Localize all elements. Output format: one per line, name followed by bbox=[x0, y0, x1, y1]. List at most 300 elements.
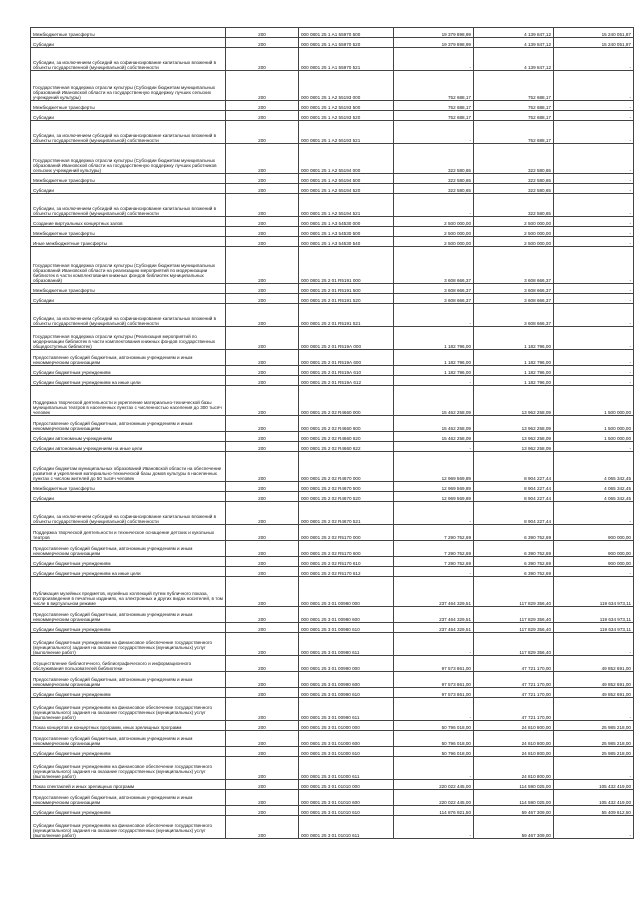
approved-amount-cell: 220 022 445,00 bbox=[394, 780, 474, 790]
expense-name-cell: Поддержка творческой деятельности и техническое оснащение детских и кукольных театров bbox=[31, 525, 226, 541]
unexecuted-amount-cell: 49 852 691,00 bbox=[554, 688, 634, 698]
budget-classification-code-cell: 000 0801 25 1 А2 55193 520 bbox=[299, 111, 394, 121]
table-row bbox=[31, 101, 634, 111]
approved-amount-cell: 2 500 000,00 bbox=[394, 217, 474, 227]
unexecuted-amount-cell: 119 634 973,11 bbox=[554, 623, 634, 633]
table-row bbox=[31, 502, 634, 525]
unexecuted-amount-cell: - bbox=[554, 698, 634, 721]
budget-classification-code-cell: 000 0801 25 2 02 R5170 610 bbox=[299, 557, 394, 567]
budget-classification-code-cell: 000 0801 25 3 01 00980 611 bbox=[299, 633, 394, 656]
executed-amount-cell: 6 390 752,69 bbox=[474, 525, 554, 541]
line-code-cell: 200 bbox=[226, 557, 299, 567]
unexecuted-amount-cell: 105 432 419,00 bbox=[554, 780, 634, 790]
expense-name-cell: Субсидии бюджетным учреждениям bbox=[31, 688, 226, 698]
unexecuted-amount-cell: 25 985 218,00 bbox=[554, 747, 634, 757]
table-row bbox=[31, 28, 634, 38]
executed-amount-cell: 2 500 000,00 bbox=[474, 237, 554, 247]
budget-classification-code-cell: 000 0801 25 1 А1 55970 520 bbox=[299, 38, 394, 48]
executed-amount-cell: 24 810 800,00 bbox=[474, 721, 554, 731]
table-row bbox=[31, 366, 634, 376]
expense-name-cell: Межбюджетные трансферты bbox=[31, 227, 226, 237]
unexecuted-amount-cell: - bbox=[554, 144, 634, 174]
executed-amount-cell: 1 182 796,00 bbox=[474, 366, 554, 376]
approved-amount-cell: 2 500 000,00 bbox=[394, 237, 474, 247]
approved-amount-cell: 50 796 018,00 bbox=[394, 721, 474, 731]
unexecuted-amount-cell: - bbox=[554, 237, 634, 247]
expense-name-cell: Субсидии, за исключением субсидий на софинансирование капитальных вложений в объекты государственной (муниципальной) собственности bbox=[31, 121, 226, 144]
unexecuted-amount-cell: - bbox=[554, 217, 634, 227]
approved-amount-cell: 50 796 018,00 bbox=[394, 747, 474, 757]
expense-name-cell: Межбюджетные трансферты bbox=[31, 284, 226, 294]
expense-name-cell: Государственная поддержка отрасли культуры (Субсидии бюджетам муниципальных образований Ивановской области на государственную поддержку лучших работников сельских учреждений культуры) bbox=[31, 144, 226, 174]
expense-name-cell: Предоставление субсидий бюджетным, автономным учреждениям и иным некоммерческим организациям bbox=[31, 672, 226, 688]
approved-amount-cell: 322 580,65 bbox=[394, 184, 474, 194]
unexecuted-amount-cell: - bbox=[554, 327, 634, 350]
line-code-cell: 200 bbox=[226, 525, 299, 541]
table-row bbox=[31, 577, 634, 607]
budget-classification-code-cell: 000 0801 25 3 01 01000 600 bbox=[299, 731, 394, 747]
executed-amount-cell: 4 139 847,12 bbox=[474, 28, 554, 38]
expense-name-cell: Субсидии bbox=[31, 38, 226, 48]
budget-classification-code-cell: 000 0801 25 1 А1 55970 521 bbox=[299, 48, 394, 71]
expense-name-cell: Субсидии bbox=[31, 294, 226, 304]
line-code-cell: 200 bbox=[226, 304, 299, 327]
unexecuted-amount-cell: - bbox=[554, 757, 634, 780]
approved-amount-cell: - bbox=[394, 194, 474, 217]
budget-classification-code-cell: 000 0801 25 2 02 R4670 521 bbox=[299, 502, 394, 525]
unexecuted-amount-cell: - bbox=[554, 350, 634, 366]
unexecuted-amount-cell: - bbox=[554, 816, 634, 839]
budget-classification-code-cell: 000 0801 25 2 01 R519А 600 bbox=[299, 350, 394, 366]
approved-amount-cell: - bbox=[394, 376, 474, 386]
executed-amount-cell: 114 590 025,00 bbox=[474, 780, 554, 790]
table-row bbox=[31, 688, 634, 698]
unexecuted-amount-cell: - bbox=[554, 304, 634, 327]
budget-classification-code-cell: 000 0801 25 1 А2 55194 500 bbox=[299, 174, 394, 184]
table-row bbox=[31, 806, 634, 816]
budget-classification-code-cell: 000 0801 25 3 01 00990 000 bbox=[299, 656, 394, 672]
unexecuted-amount-cell: - bbox=[554, 284, 634, 294]
unexecuted-amount-cell: 4 065 342,45 bbox=[554, 482, 634, 492]
table-row bbox=[31, 184, 634, 194]
unexecuted-amount-cell: 25 985 218,00 bbox=[554, 731, 634, 747]
line-code-cell: 200 bbox=[226, 38, 299, 48]
budget-classification-code-cell: 000 0801 25 2 02 R5170 600 bbox=[299, 541, 394, 557]
executed-amount-cell: 322 580,65 bbox=[474, 194, 554, 217]
table-row bbox=[31, 541, 634, 557]
approved-amount-cell: - bbox=[394, 633, 474, 656]
executed-amount-cell: 1 182 796,00 bbox=[474, 376, 554, 386]
line-code-cell: 200 bbox=[226, 656, 299, 672]
table-row bbox=[31, 237, 634, 247]
unexecuted-amount-cell: 49 852 691,00 bbox=[554, 656, 634, 672]
budget-classification-code-cell: 000 0801 25 1 А3 54530 540 bbox=[299, 237, 394, 247]
line-code-cell: 200 bbox=[226, 350, 299, 366]
unexecuted-amount-cell: 1 500 000,00 bbox=[554, 416, 634, 432]
table-row bbox=[31, 327, 634, 350]
expense-name-cell: Субсидии бюджетным учреждениям на финансовое обеспечение государственного (муниципального) задания на оказание государственных (муниципальных) услуг (выполнение работ) bbox=[31, 698, 226, 721]
expense-name-cell: Субсидии bbox=[31, 492, 226, 502]
unexecuted-amount-cell: - bbox=[554, 366, 634, 376]
table-row bbox=[31, 731, 634, 747]
expense-name-cell: Иные межбюджетные трансферты bbox=[31, 237, 226, 247]
budget-classification-code-cell: 000 0801 25 2 01 R519А 000 bbox=[299, 327, 394, 350]
budget-classification-code-cell: 000 0801 25 1 А2 55193 000 bbox=[299, 71, 394, 101]
budget-classification-code-cell: 000 0801 25 2 02 R5170 612 bbox=[299, 567, 394, 577]
line-code-cell: 200 bbox=[226, 806, 299, 816]
unexecuted-amount-cell: 119 634 973,11 bbox=[554, 577, 634, 607]
table-row bbox=[31, 38, 634, 48]
executed-amount-cell: 6 390 752,69 bbox=[474, 557, 554, 567]
executed-amount-cell: 752 688,17 bbox=[474, 101, 554, 111]
line-code-cell: 200 bbox=[226, 386, 299, 416]
approved-amount-cell: - bbox=[394, 304, 474, 327]
table-row bbox=[31, 757, 634, 780]
line-code-cell: 200 bbox=[226, 327, 299, 350]
approved-amount-cell: 237 464 329,51 bbox=[394, 577, 474, 607]
unexecuted-amount-cell: - bbox=[554, 121, 634, 144]
executed-amount-cell: 3 608 666,37 bbox=[474, 284, 554, 294]
expense-name-cell: Предоставление субсидий бюджетным, автономным учреждениям и иным некоммерческим организациям bbox=[31, 541, 226, 557]
approved-amount-cell: - bbox=[394, 698, 474, 721]
unexecuted-amount-cell: 15 240 051,87 bbox=[554, 38, 634, 48]
unexecuted-amount-cell: - bbox=[554, 502, 634, 525]
expense-name-cell: Субсидии бюджетным учреждениям bbox=[31, 623, 226, 633]
table-row bbox=[31, 452, 634, 482]
expense-name-cell: Субсидии бюджетам муниципальных образований Ивановской области на обеспечение развития и укрепления материально-технической базы домов культуры в населенных пунктах с числом жителей до 50 тысяч человек bbox=[31, 452, 226, 482]
expense-name-cell: Осуществление библиотечного, библиографического и информационного обслуживания пользователей библиотеки bbox=[31, 656, 226, 672]
approved-amount-cell: 12 969 569,89 bbox=[394, 452, 474, 482]
executed-amount-cell: 8 904 227,44 bbox=[474, 492, 554, 502]
executed-amount-cell: 47 721 170,00 bbox=[474, 688, 554, 698]
expense-name-cell: Субсидии автономным учреждениям bbox=[31, 432, 226, 442]
line-code-cell: 200 bbox=[226, 688, 299, 698]
line-code-cell: 200 bbox=[226, 541, 299, 557]
budget-classification-code-cell: 000 0801 25 3 01 01000 611 bbox=[299, 757, 394, 780]
executed-amount-cell: 13 962 258,09 bbox=[474, 442, 554, 452]
unexecuted-amount-cell: - bbox=[554, 442, 634, 452]
line-code-cell: 200 bbox=[226, 144, 299, 174]
unexecuted-amount-cell: 4 065 342,45 bbox=[554, 452, 634, 482]
budget-classification-code-cell: 000 0801 25 1 А3 54530 000 bbox=[299, 217, 394, 227]
approved-amount-cell: - bbox=[394, 757, 474, 780]
budget-classification-code-cell: 000 0801 25 3 01 01000 000 bbox=[299, 721, 394, 731]
line-code-cell: 200 bbox=[226, 442, 299, 452]
executed-amount-cell: 8 904 227,44 bbox=[474, 482, 554, 492]
line-code-cell: 200 bbox=[226, 247, 299, 284]
budget-classification-code-cell: 000 0801 25 3 01 01010 610 bbox=[299, 806, 394, 816]
unexecuted-amount-cell: 15 240 051,87 bbox=[554, 28, 634, 38]
expense-name-cell: Предоставление субсидий бюджетным, автономным учреждениям и иным некоммерческим организациям bbox=[31, 790, 226, 806]
executed-amount-cell: 117 829 356,40 bbox=[474, 577, 554, 607]
unexecuted-amount-cell: 4 065 342,45 bbox=[554, 492, 634, 502]
budget-classification-code-cell: 000 0801 25 3 01 00980 600 bbox=[299, 607, 394, 623]
executed-amount-cell: 24 810 800,00 bbox=[474, 731, 554, 747]
expense-name-cell: Субсидии бюджетным учреждениям bbox=[31, 557, 226, 567]
unexecuted-amount-cell: 119 634 973,11 bbox=[554, 607, 634, 623]
expense-name-cell: Межбюджетные трансферты bbox=[31, 482, 226, 492]
line-code-cell: 200 bbox=[226, 790, 299, 806]
budget-classification-code-cell: 000 0801 25 1 А2 55194 000 bbox=[299, 144, 394, 174]
table-row bbox=[31, 557, 634, 567]
table-row bbox=[31, 698, 634, 721]
executed-amount-cell: 322 580,65 bbox=[474, 144, 554, 174]
budget-classification-code-cell: 000 0801 25 1 А2 55193 500 bbox=[299, 101, 394, 111]
expense-name-cell: Субсидии бюджетным учреждениям bbox=[31, 747, 226, 757]
budget-classification-code-cell: 000 0801 25 2 01 R5191 000 bbox=[299, 247, 394, 284]
line-code-cell: 200 bbox=[226, 452, 299, 482]
approved-amount-cell: 114 876 921,50 bbox=[394, 806, 474, 816]
line-code-cell: 200 bbox=[226, 174, 299, 184]
budget-classification-code-cell: 000 0801 25 3 01 00990 610 bbox=[299, 688, 394, 698]
approved-amount-cell: 3 608 666,37 bbox=[394, 284, 474, 294]
expense-name-cell: Субсидии, за исключением субсидий на софинансирование капитальных вложений в объекты государственной (муниципальной) собственности bbox=[31, 194, 226, 217]
line-code-cell: 200 bbox=[226, 502, 299, 525]
approved-amount-cell: 12 969 569,89 bbox=[394, 482, 474, 492]
approved-amount-cell: - bbox=[394, 48, 474, 71]
expense-name-cell: Публикация музейных предметов, музейных коллекций путем публичного показа, воспроизведения в печатных изданиях, на электронных и других видах носителей, в том числе в виртуальном режиме bbox=[31, 577, 226, 607]
expense-name-cell: Государственная поддержка отрасли культуры (Субсидии бюджетам муниципальных образований Ивановской области на государственную поддержку лучших сельских учреждений культуры) bbox=[31, 71, 226, 101]
budget-expenditure-table bbox=[30, 27, 634, 839]
approved-amount-cell: 97 573 861,00 bbox=[394, 688, 474, 698]
executed-amount-cell: 752 688,17 bbox=[474, 71, 554, 101]
unexecuted-amount-cell: 55 409 612,50 bbox=[554, 806, 634, 816]
line-code-cell: 200 bbox=[226, 633, 299, 656]
executed-amount-cell: 6 390 752,69 bbox=[474, 567, 554, 577]
budget-classification-code-cell: 000 0801 25 3 01 01010 600 bbox=[299, 790, 394, 806]
approved-amount-cell: - bbox=[394, 567, 474, 577]
table-row bbox=[31, 633, 634, 656]
table-row bbox=[31, 247, 634, 284]
expense-name-cell: Показ концертов и концертных программ, иных зрелищных программ bbox=[31, 721, 226, 731]
approved-amount-cell: - bbox=[394, 121, 474, 144]
approved-amount-cell: 97 573 861,00 bbox=[394, 672, 474, 688]
line-code-cell: 200 bbox=[226, 111, 299, 121]
expense-name-cell: Субсидии bbox=[31, 111, 226, 121]
table-row bbox=[31, 607, 634, 623]
budget-classification-code-cell: 000 0801 25 2 02 R4670 500 bbox=[299, 482, 394, 492]
budget-classification-code-cell: 000 0801 25 1 А1 55970 500 bbox=[299, 28, 394, 38]
expense-name-cell: Межбюджетные трансферты bbox=[31, 174, 226, 184]
table-row bbox=[31, 721, 634, 731]
approved-amount-cell: 3 608 666,37 bbox=[394, 247, 474, 284]
unexecuted-amount-cell: 105 432 419,00 bbox=[554, 790, 634, 806]
expense-name-cell: Предоставление субсидий бюджетным, автономным учреждениям и иным некоммерческим организациям bbox=[31, 607, 226, 623]
expense-name-cell: Субсидии бюджетным учреждениям bbox=[31, 806, 226, 816]
line-code-cell: 200 bbox=[226, 376, 299, 386]
table-row bbox=[31, 656, 634, 672]
executed-amount-cell: 2 500 000,00 bbox=[474, 227, 554, 237]
table-row bbox=[31, 567, 634, 577]
line-code-cell: 200 bbox=[226, 284, 299, 294]
line-code-cell: 200 bbox=[226, 28, 299, 38]
budget-classification-code-cell: 000 0801 25 2 02 R4660 622 bbox=[299, 442, 394, 452]
table-row bbox=[31, 747, 634, 757]
unexecuted-amount-cell: 1 500 000,00 bbox=[554, 432, 634, 442]
expense-name-cell: Предоставление субсидий бюджетным, автономным учреждениям и иным некоммерческим организациям bbox=[31, 731, 226, 747]
budget-classification-code-cell: 000 0801 25 2 02 R4660 600 bbox=[299, 416, 394, 432]
approved-amount-cell: 15 462 258,09 bbox=[394, 432, 474, 442]
unexecuted-amount-cell: - bbox=[554, 633, 634, 656]
budget-classification-code-cell: 000 0801 25 3 01 01010 611 bbox=[299, 816, 394, 839]
line-code-cell: 200 bbox=[226, 816, 299, 839]
expense-name-cell: Предоставление субсидий бюджетным, автономным учреждениям и иным некоммерческим организациям bbox=[31, 416, 226, 432]
executed-amount-cell: 24 810 800,00 bbox=[474, 747, 554, 757]
unexecuted-amount-cell: - bbox=[554, 194, 634, 217]
executed-amount-cell: 322 580,65 bbox=[474, 184, 554, 194]
budget-table-body bbox=[31, 28, 634, 839]
unexecuted-amount-cell: - bbox=[554, 71, 634, 101]
line-code-cell: 200 bbox=[226, 48, 299, 71]
expense-name-cell: Субсидии, за исключением субсидий на софинансирование капитальных вложений в объекты государственной (муниципальной) собственности bbox=[31, 304, 226, 327]
budget-classification-code-cell: 000 0801 25 1 А2 55194 520 bbox=[299, 184, 394, 194]
executed-amount-cell: 8 904 227,44 bbox=[474, 502, 554, 525]
line-code-cell: 200 bbox=[226, 482, 299, 492]
budget-classification-code-cell: 000 0801 25 2 01 R519А 612 bbox=[299, 376, 394, 386]
unexecuted-amount-cell: - bbox=[554, 174, 634, 184]
executed-amount-cell: 47 721 170,00 bbox=[474, 672, 554, 688]
executed-amount-cell: 752 688,17 bbox=[474, 121, 554, 144]
table-row bbox=[31, 227, 634, 237]
table-row bbox=[31, 294, 634, 304]
table-row bbox=[31, 623, 634, 633]
executed-amount-cell: 117 829 356,40 bbox=[474, 623, 554, 633]
expense-name-cell: Субсидии, за исключением субсидий на софинансирование капитальных вложений в объекты государственной (муниципальной) собственности bbox=[31, 502, 226, 525]
approved-amount-cell: 15 462 258,09 bbox=[394, 416, 474, 432]
unexecuted-amount-cell: - bbox=[554, 48, 634, 71]
budget-classification-code-cell: 000 0801 25 1 А3 54530 500 bbox=[299, 227, 394, 237]
approved-amount-cell: - bbox=[394, 502, 474, 525]
budget-classification-code-cell: 000 0801 25 3 01 00980 610 bbox=[299, 623, 394, 633]
table-row bbox=[31, 71, 634, 101]
approved-amount-cell: 97 573 861,00 bbox=[394, 656, 474, 672]
line-code-cell: 200 bbox=[226, 121, 299, 144]
budget-classification-code-cell: 000 0801 25 3 01 00980 000 bbox=[299, 577, 394, 607]
executed-amount-cell: 47 721 170,00 bbox=[474, 656, 554, 672]
expense-name-cell: Субсидии бюджетным учреждениям на финансовое обеспечение государственного (муниципального) задания на оказание государственных (муниципальных) услуг (выполнение работ) bbox=[31, 816, 226, 839]
line-code-cell: 200 bbox=[226, 623, 299, 633]
budget-classification-code-cell: 000 0801 25 2 02 R4660 620 bbox=[299, 432, 394, 442]
table-row bbox=[31, 482, 634, 492]
line-code-cell: 200 bbox=[226, 672, 299, 688]
approved-amount-cell: 7 290 752,69 bbox=[394, 557, 474, 567]
expense-name-cell: Межбюджетные трансферты bbox=[31, 28, 226, 38]
line-code-cell: 200 bbox=[226, 184, 299, 194]
unexecuted-amount-cell: - bbox=[554, 184, 634, 194]
table-row bbox=[31, 174, 634, 184]
budget-classification-code-cell: 000 0801 25 3 01 01010 000 bbox=[299, 780, 394, 790]
unexecuted-amount-cell: 25 985 218,00 bbox=[554, 721, 634, 731]
table-row bbox=[31, 111, 634, 121]
executed-amount-cell: 13 962 258,09 bbox=[474, 432, 554, 442]
executed-amount-cell: 752 688,17 bbox=[474, 111, 554, 121]
approved-amount-cell: 752 688,17 bbox=[394, 71, 474, 101]
approved-amount-cell: 1 182 796,00 bbox=[394, 327, 474, 350]
approved-amount-cell: 19 379 898,99 bbox=[394, 38, 474, 48]
expense-name-cell: Субсидии bbox=[31, 184, 226, 194]
line-code-cell: 200 bbox=[226, 217, 299, 227]
table-row bbox=[31, 416, 634, 432]
expense-name-cell: Субсидии бюджетным учреждениям на финансовое обеспечение государственного (муниципального) задания на оказание государственных (муниципальных) услуг (выполнение работ) bbox=[31, 633, 226, 656]
approved-amount-cell: 50 796 018,00 bbox=[394, 731, 474, 747]
budget-classification-code-cell: 000 0801 25 2 01 R5191 500 bbox=[299, 284, 394, 294]
approved-amount-cell: 322 580,65 bbox=[394, 174, 474, 184]
approved-amount-cell: 237 464 329,51 bbox=[394, 607, 474, 623]
executed-amount-cell: 24 810 800,00 bbox=[474, 757, 554, 780]
approved-amount-cell: 220 022 445,00 bbox=[394, 790, 474, 806]
line-code-cell: 200 bbox=[226, 227, 299, 237]
executed-amount-cell: 117 829 356,40 bbox=[474, 633, 554, 656]
budget-classification-code-cell: 000 0801 25 2 01 R519А 610 bbox=[299, 366, 394, 376]
approved-amount-cell: 1 182 796,00 bbox=[394, 350, 474, 366]
executed-amount-cell: 114 590 025,00 bbox=[474, 790, 554, 806]
budget-classification-code-cell: 000 0801 25 2 01 R5191 520 bbox=[299, 294, 394, 304]
expense-name-cell: Субсидии автономным учреждениям на иные цели bbox=[31, 442, 226, 452]
line-code-cell: 200 bbox=[226, 432, 299, 442]
table-row bbox=[31, 432, 634, 442]
budget-classification-code-cell: 000 0801 25 1 А2 55194 521 bbox=[299, 194, 394, 217]
budget-classification-code-cell: 000 0801 25 2 02 R4660 000 bbox=[299, 386, 394, 416]
unexecuted-amount-cell: 49 852 691,00 bbox=[554, 672, 634, 688]
budget-classification-code-cell: 000 0801 25 3 01 00990 600 bbox=[299, 672, 394, 688]
approved-amount-cell: 7 290 752,69 bbox=[394, 541, 474, 557]
budget-classification-code-cell: 000 0801 25 3 01 01000 610 bbox=[299, 747, 394, 757]
line-code-cell: 200 bbox=[226, 294, 299, 304]
unexecuted-amount-cell: - bbox=[554, 247, 634, 284]
line-code-cell: 200 bbox=[226, 577, 299, 607]
approved-amount-cell: 15 462 258,09 bbox=[394, 386, 474, 416]
unexecuted-amount-cell: 900 000,00 bbox=[554, 557, 634, 567]
executed-amount-cell: 59 467 309,00 bbox=[474, 806, 554, 816]
line-code-cell: 200 bbox=[226, 101, 299, 111]
expense-name-cell: Субсидии, за исключением субсидий на софинансирование капитальных вложений в объекты государственной (муниципальной) собственности bbox=[31, 48, 226, 71]
line-code-cell: 200 bbox=[226, 780, 299, 790]
budget-classification-code-cell: 000 0801 25 1 А2 55193 521 bbox=[299, 121, 394, 144]
line-code-cell: 200 bbox=[226, 607, 299, 623]
approved-amount-cell: - bbox=[394, 816, 474, 839]
executed-amount-cell: 13 962 258,09 bbox=[474, 416, 554, 432]
approved-amount-cell: 7 290 752,69 bbox=[394, 525, 474, 541]
table-row bbox=[31, 194, 634, 217]
table-row bbox=[31, 376, 634, 386]
expense-name-cell: Субсидии бюджетным учреждениям на иные цели bbox=[31, 567, 226, 577]
table-row bbox=[31, 48, 634, 71]
table-row bbox=[31, 525, 634, 541]
budget-classification-code-cell: 000 0801 25 2 01 R5191 521 bbox=[299, 304, 394, 327]
expense-name-cell: Межбюджетные трансферты bbox=[31, 101, 226, 111]
line-code-cell: 200 bbox=[226, 194, 299, 217]
executed-amount-cell: 3 608 666,37 bbox=[474, 247, 554, 284]
executed-amount-cell: 1 182 796,00 bbox=[474, 350, 554, 366]
line-code-cell: 200 bbox=[226, 492, 299, 502]
expense-name-cell: Субсидии бюджетным учреждениям на иные цели bbox=[31, 376, 226, 386]
approved-amount-cell: 1 182 796,00 bbox=[394, 366, 474, 376]
unexecuted-amount-cell: - bbox=[554, 111, 634, 121]
executed-amount-cell: 2 500 000,00 bbox=[474, 217, 554, 227]
executed-amount-cell: 59 467 309,00 bbox=[474, 816, 554, 839]
line-code-cell: 200 bbox=[226, 721, 299, 731]
expense-name-cell: Предоставление субсидий бюджетным, автономным учреждениям и иным некоммерческим организациям bbox=[31, 350, 226, 366]
table-row bbox=[31, 284, 634, 294]
executed-amount-cell: 322 580,65 bbox=[474, 174, 554, 184]
unexecuted-amount-cell: - bbox=[554, 294, 634, 304]
table-row bbox=[31, 790, 634, 806]
expense-name-cell: Создание виртуальных концертных залов bbox=[31, 217, 226, 227]
budget-classification-code-cell: 000 0801 25 2 02 R4670 000 bbox=[299, 452, 394, 482]
approved-amount-cell: - bbox=[394, 442, 474, 452]
approved-amount-cell: 752 688,17 bbox=[394, 101, 474, 111]
table-row bbox=[31, 386, 634, 416]
